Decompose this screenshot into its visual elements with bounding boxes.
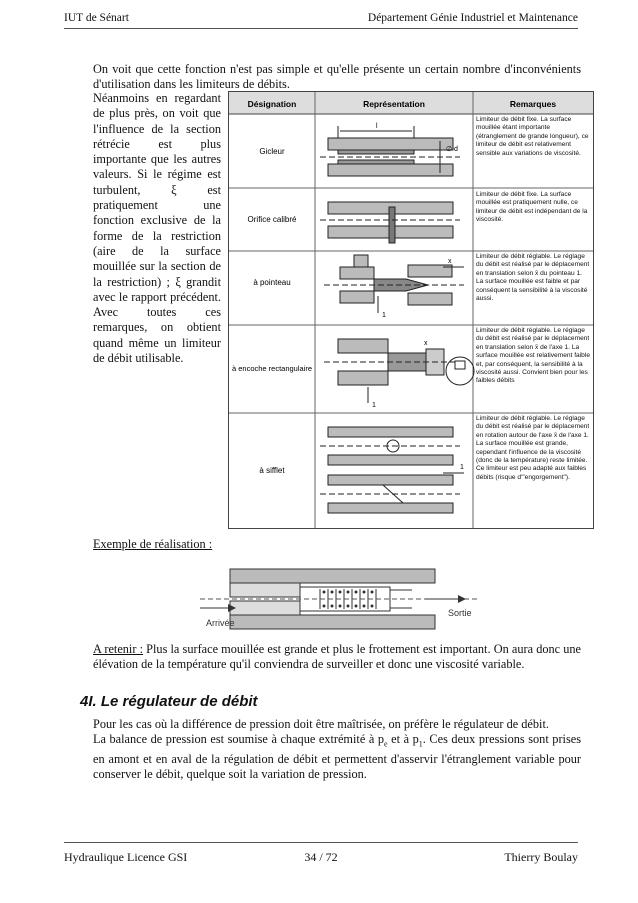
gicleur-label-l: l [376, 123, 378, 130]
retenir-text: Plus la surface mouillée est grande et plus le frottement est important. On aura donc une élévation de la température qu'il conviendra de surveiller et donc une viscosité variable. [93, 642, 582, 672]
pointeau-label-x: x [448, 258, 452, 265]
footer-left: Hydraulique Licence GSI [64, 850, 188, 864]
encoche-label-x: x [424, 340, 428, 347]
footer-right: Thierry Boulay [504, 850, 578, 864]
intro-paragraph: On voit que cette fonction n'est pas simple et qu'elle présente un certain nombre d'inconvénients d'utilisation dans les limiteurs de débits. [93, 62, 581, 92]
left-column-text: Néanmoins en regardant de plus près, on voit que l'influence de la section rétrécie est plus importante que les autres valeurs. Si le régime est turbulent, ξ est pratiquement une fonction exclusive de la forme de la restriction (aire de la surface mouillée sur la section de la restriction) ; ξ grandit avec le rapport précédent. Avec toutes ces remarques, on obtient quand même un limiteur de débit utilisable. [93, 91, 221, 366]
pointeau-label-1: 1 [382, 312, 386, 319]
designation-encoche: à encoche rectangulaire [231, 364, 313, 373]
section-paragraph-1: Pour les cas où la différence de pression doit être maîtrisée, on préfère le régulateur de débit. [93, 717, 549, 731]
designation-pointeau: à pointeau [253, 278, 291, 287]
remark-encoche: Limiteur de débit réglable. Le réglage du débit est réalisé par le déplacement en translation selon x̄ de l'axe 1. La surface mouillée est relativement faible et, par conséquent, la sensibilité à la viscosité aussi. Convient bien pour les faibles débits [476, 327, 590, 385]
outlet-arrow-icon [458, 595, 466, 603]
sifflet-label-1: 1 [460, 464, 464, 471]
flow-limiter-table [228, 91, 594, 529]
col-header-remarks: Remarques [509, 99, 557, 109]
page-number: 34 / 72 [304, 850, 338, 864]
remark-orifice: Limiteur de débit fixe. La surface mouillée est pratiquement nulle, ce limiteur de débit est indépendant de la viscosité. [476, 191, 588, 224]
inlet-label: Arrivée [206, 618, 235, 628]
gicleur-label-d: ∅ d [446, 146, 458, 153]
remark-pointeau: Limiteur de débit réglable. Le réglage du débit est réalisé par le déplacement en translation selon x̄ du pointeau 1. La surface mouillée est faible et par conséquent la sensibilité à la viscosité aussi. [476, 253, 590, 303]
section-heading: 4I. Le régulateur de débit [80, 693, 258, 710]
header-left: IUT de Sénart [64, 12, 129, 24]
outlet-label: Sortie [448, 608, 472, 618]
remark-sifflet: Limiteur de débit réglable. Le réglage du débit est réalisé par le déplacement en rotation autour de l'axe x̄ de l'axe 1. La surface mouillée est grande, cependant l'influence de la viscosité (donc de la température) reste limitée. Ce limiteur est peu adapté aux faibles débits (risque d'"engorgement"). [476, 415, 590, 481]
designation-sifflet: à sifflet [259, 466, 285, 475]
col-header-representation: Représentation [363, 99, 425, 109]
section-body [93, 717, 581, 782]
designation-gicleur: Gicleur [259, 147, 285, 156]
remark-gicleur: Limiteur de débit fixe. La surface mouillée étant importante (étranglement de grande longueur), ce limiteur de débit est relativement sensible aux variations de viscosité. [476, 116, 589, 157]
col-header-designation: Désignation [247, 99, 297, 109]
retenir-label: A retenir : [93, 642, 144, 656]
example-diagram [200, 564, 490, 636]
page-header [64, 12, 578, 29]
retenir-paragraph [93, 642, 581, 672]
example-label: Exemple de réalisation : [93, 537, 213, 551]
designation-orifice: Orifice calibré [247, 215, 297, 224]
section-paragraph-2: La balance de pression est soumise à chaque extrémité à $p_e$ et à $p_1$. Ces deux pressions sont prises en amont et en aval de la régulation de débit et permettent d'asservir l'étranglement variable pour conserver le débit, quelque soit la variation de pression. [93, 732, 581, 782]
header-right: Département Génie Industriel et Maintenance [367, 12, 578, 24]
page-footer [64, 842, 578, 865]
encoche-label-1: 1 [372, 402, 376, 409]
